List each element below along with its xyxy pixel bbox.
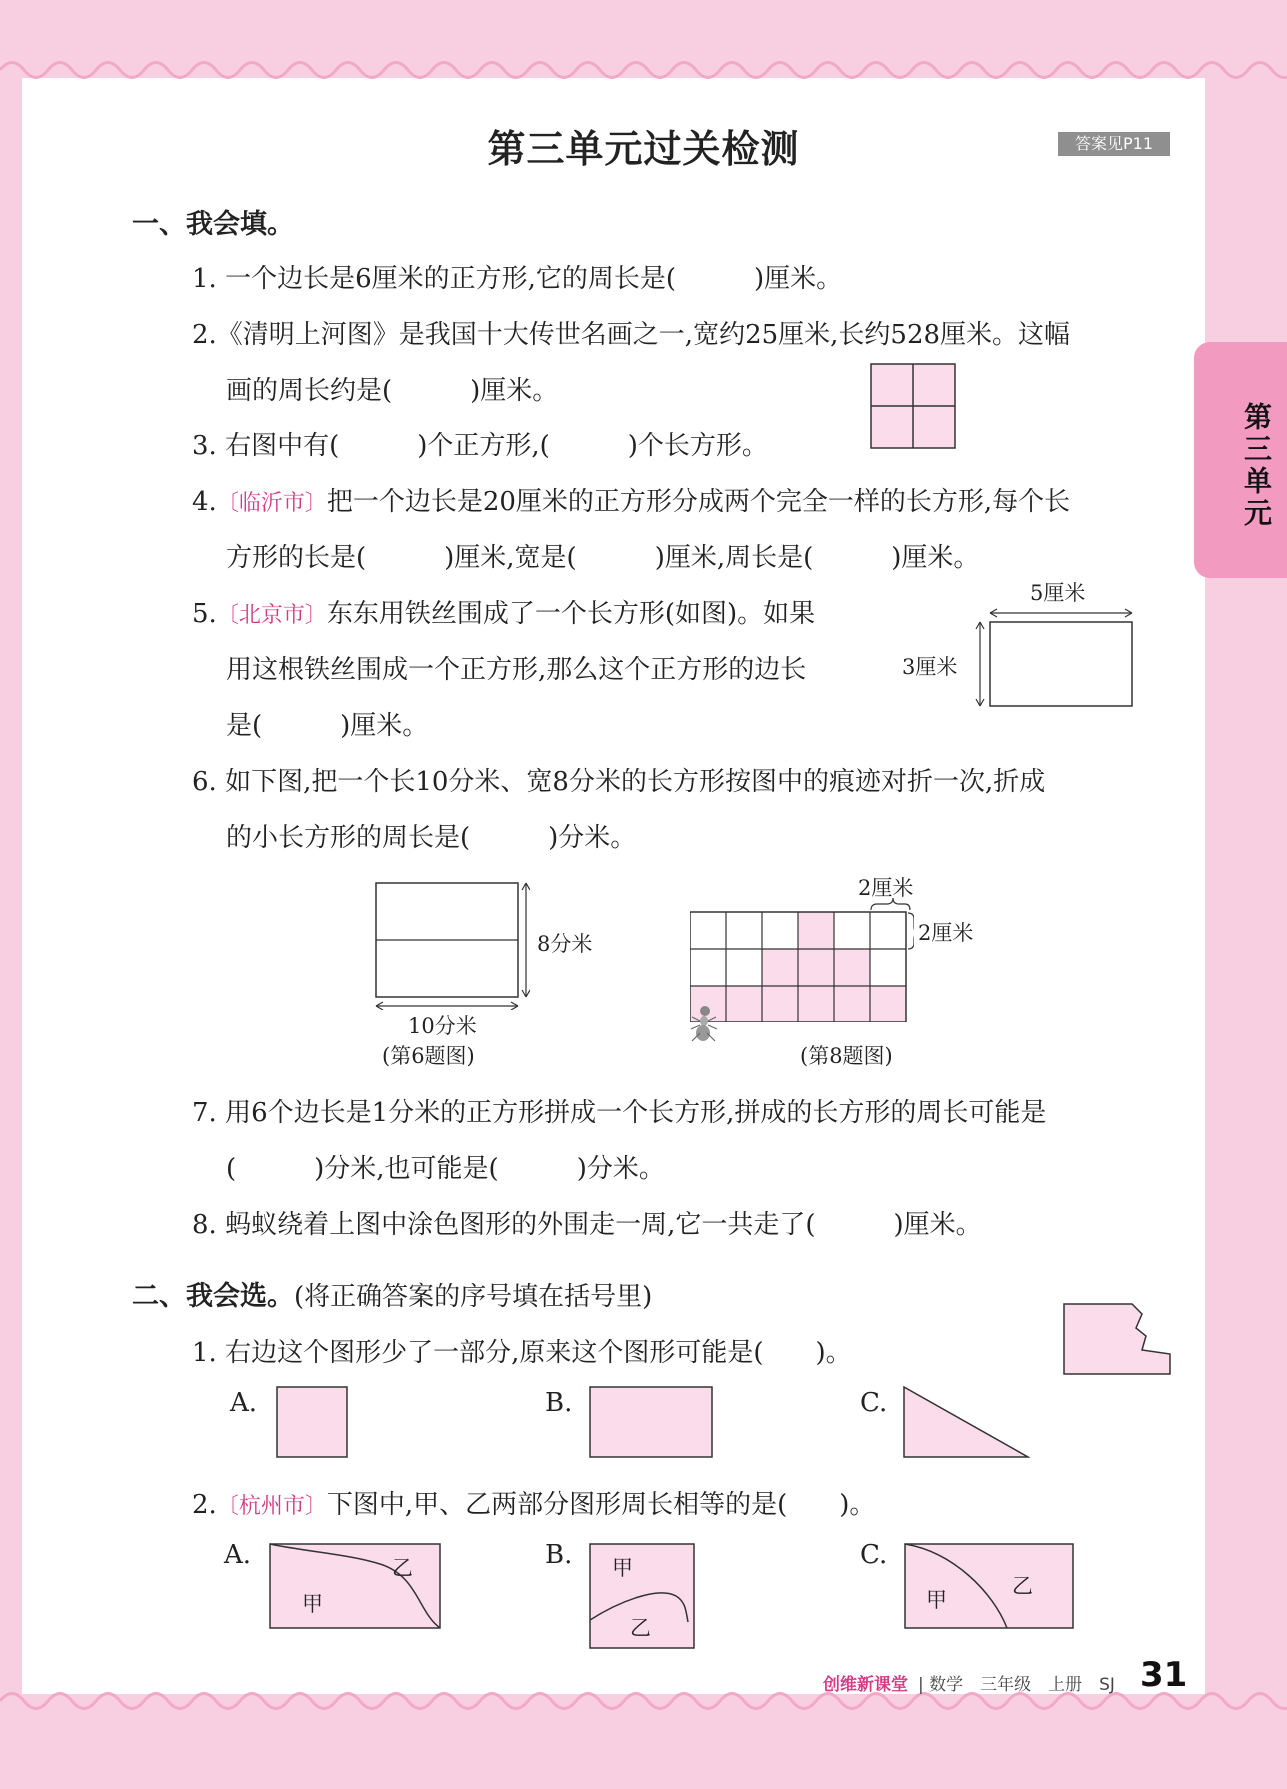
q2-1-option-c: C.: [860, 1388, 888, 1418]
page-number: 31: [1140, 1655, 1188, 1695]
question-1-3: 3. 右图中有( )个正方形,( )个长方形。: [192, 431, 768, 461]
ant-icon: [688, 1003, 722, 1043]
q2-1-rectangle-option: [588, 1385, 714, 1459]
footer-book-info: | 数学 三年级 上册 SJ: [918, 1675, 1115, 1695]
question-1-4-number: 4.: [192, 487, 217, 517]
fig8-top-label: 2厘米: [858, 876, 914, 900]
fig8-caption: (第8题图): [800, 1044, 893, 1068]
section-2-note: (将正确答案的序号填在括号里): [294, 1282, 653, 1312]
question-1-6-line1: 6. 如下图,把一个长10分米、宽8分米的长方形按图中的痕迹对折一次,折成: [192, 767, 1046, 797]
fig6-folded-rectangle: [370, 880, 530, 1010]
fig8-grid-figure: [690, 896, 914, 1022]
q2-1-incomplete-shape: [1062, 1302, 1172, 1376]
q3-grid-figure: [870, 363, 956, 449]
top-wave-border: [0, 55, 1287, 85]
question-1-4-line2: 方形的长是( )厘米,宽是( )厘米,周长是( )厘米。: [226, 543, 980, 573]
question-1-1: 1. 一个边长是6厘米的正方形,它的周长是( )厘米。: [192, 264, 843, 294]
answer-reference-badge: 答案见P11: [1058, 132, 1170, 156]
q2-2-figure-a: [268, 1542, 442, 1630]
q2-2-option-a: A.: [224, 1540, 252, 1570]
question-1-5-line3: 是( )厘米。: [226, 711, 429, 741]
question-1-5-line1: 东东用铁丝围成了一个长方形(如图)。如果: [326, 599, 816, 629]
q2-2-option-c: C.: [860, 1540, 888, 1570]
q2-2a-jia-label: 甲: [302, 1592, 323, 1616]
region-tag-beijing: 〔北京市〕: [216, 603, 327, 628]
region-tag-linyi: 〔临沂市〕: [216, 491, 327, 516]
q2-1-option-a: A.: [230, 1388, 258, 1418]
section-2-heading: 二、我会选。: [132, 1281, 294, 1312]
question-1-7-line2: ( )分米,也可能是( )分米。: [226, 1154, 665, 1184]
q2-1-triangle-option: [902, 1385, 1030, 1459]
question-1-7-line1: 7. 用6个边长是1分米的正方形拼成一个长方形,拼成的长方形的周长可能是: [192, 1098, 1047, 1128]
fig6-height-label: 8分米: [537, 932, 593, 956]
q2-2c-jia-label: 甲: [926, 1588, 947, 1612]
q5-rectangle-figure: [972, 604, 1136, 708]
q2-2b-yi-label: 乙: [630, 1616, 651, 1640]
q2-2b-jia-label: 甲: [612, 1556, 633, 1580]
q2-1-option-b: B.: [545, 1388, 573, 1418]
question-1-2-line2: 画的周长约是( )厘米。: [226, 376, 559, 406]
q2-2c-yi-label: 乙: [1012, 1574, 1033, 1598]
question-1-2-line1: 2.《清明上河图》是我国十大传世名画之一,宽约25厘米,长约528厘米。这幅: [192, 320, 1071, 350]
q2-2a-yi-label: 乙: [392, 1556, 413, 1580]
page-title: 第三单元过关检测: [487, 127, 800, 171]
question-1-5-number: 5.: [192, 599, 217, 629]
question-2-2-number: 2.: [192, 1490, 217, 1520]
question-2-2-text: 下图中,甲、乙两部分图形周长相等的是( )。: [326, 1490, 876, 1520]
q5-height-label: 3厘米: [902, 655, 958, 679]
question-1-8: 8. 蚂蚁绕着上图中涂色图形的外围走一周,它一共走了( )厘米。: [192, 1210, 982, 1240]
question-1-6-line2: 的小长方形的周长是( )分米。: [226, 823, 637, 853]
fig8-side-label: 2厘米: [918, 921, 974, 945]
unit-side-tab-label: 第三单元: [1240, 402, 1273, 530]
footer-brand: 创维新课堂: [823, 1675, 908, 1695]
region-tag-hangzhou: 〔杭州市〕: [216, 1494, 327, 1519]
q5-width-label: 5厘米: [1030, 581, 1086, 605]
question-1-4-line1: 把一个边长是20厘米的正方形分成两个完全一样的长方形,每个长: [326, 487, 1071, 517]
fig6-width-label: 10分米: [408, 1014, 477, 1038]
q2-2-option-b: B.: [545, 1540, 573, 1570]
fig6-caption: (第6题图): [382, 1044, 475, 1068]
question-1-5-line2: 用这根铁丝围成一个正方形,那么这个正方形的边长: [226, 655, 807, 685]
section-1-heading: 一、我会填。: [132, 209, 294, 240]
q2-1-square-option: [275, 1385, 349, 1459]
question-2-1: 1. 右边这个图形少了一部分,原来这个图形可能是( )。: [192, 1338, 852, 1368]
unit-side-tab: [1194, 342, 1287, 578]
